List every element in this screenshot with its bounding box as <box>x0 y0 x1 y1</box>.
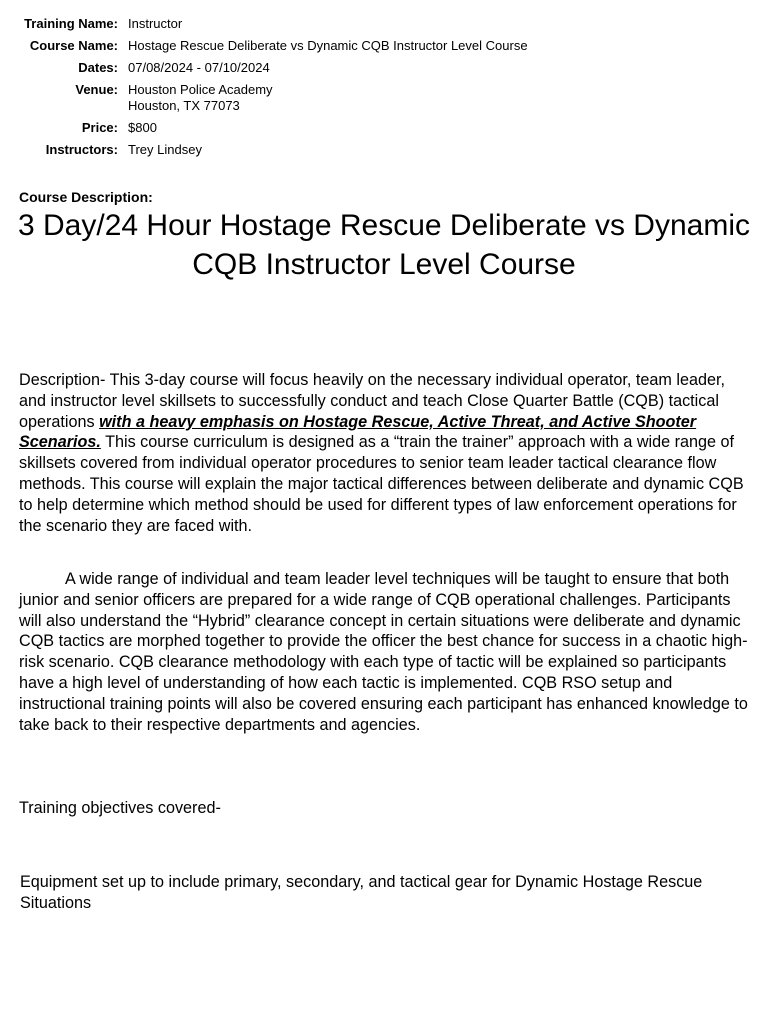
dates-value: 07/08/2024 - 07/10/2024 <box>128 60 270 75</box>
description-paragraph <box>19 370 749 536</box>
techniques-paragraph: A wide range of individual and team leader level techniques will be taught to ensure that both junior and senior officers are prepared for a wide range of CQB operational challenges. Participants will also understand the “Hybrid” clearance concept in certain situations were deliberate and dynamic CQB tactics are morphed together to provide the officer the best chance for success in a chaotic high-risk scenario. CQB clearance methodology with each type of tactic will be explained so participants have a high level of understanding of how each tactic is implemented. CQB RSO setup and instructional training points will also be covered ensuring each participant has enhanced knowledge to take back to their respective departments and agencies. <box>19 570 748 734</box>
equipment-text: Equipment set up to include primary, secondary, and tactical gear for Dynamic Hostage Rescue Situations <box>20 873 703 912</box>
course-title: 3 Day/24 Hour Hostage Rescue Deliberate vs Dynamic CQB Instructor Level Course <box>18 209 750 281</box>
training-name-label: Training Name: <box>24 16 118 31</box>
description-emphasis: with a heavy emphasis on Hostage Rescue, Active Threat, and Active Shooter Scenarios. <box>19 412 697 452</box>
course-name-label: Course Name: <box>29 38 118 53</box>
info-row-price <box>0 120 528 142</box>
course-info-table <box>0 16 528 164</box>
training-objectives-text: Training objectives covered- <box>19 799 221 817</box>
info-row-dates <box>0 60 528 82</box>
instructors-label: Instructors: <box>45 142 118 157</box>
venue-label: Venue: <box>75 82 118 97</box>
info-row-course-name <box>0 38 528 60</box>
info-row-venue <box>0 82 528 120</box>
venue-address: Houston, TX 77073 <box>128 98 240 113</box>
venue-value <box>128 82 528 120</box>
price-label: Price: <box>81 120 118 135</box>
venue-name: Houston Police Academy <box>128 82 273 97</box>
course-name-value: Hostage Rescue Deliberate vs Dynamic CQB Instructor Level Course <box>128 38 528 53</box>
price-value: $800 <box>128 120 157 135</box>
description-text-end: This course curriculum is designed as a “train the trainer” approach with a wide range of skillsets covered from individual operator procedures to senior team leader tactical clearance flow methods. This course will explain the major tactical differences between deliberate and dynamic CQB to help determine which method should be used for different types of law enforcement operations for the scenario they are faced with. <box>19 433 744 535</box>
dates-label: Dates: <box>78 60 118 75</box>
training-name-value: Instructor <box>128 16 183 31</box>
course-description-heading: Course Description: <box>19 189 153 205</box>
info-row-training-name <box>0 16 528 38</box>
instructors-value: Trey Lindsey <box>128 142 202 157</box>
description-text-start: Description- This 3-day course will focus heavily on the necessary individual operator, team leader, and instructor level skillsets to successfully conduct and teach Close Quarter Battle (CQB) tactical operations <box>19 371 726 431</box>
info-row-instructors <box>0 142 528 164</box>
